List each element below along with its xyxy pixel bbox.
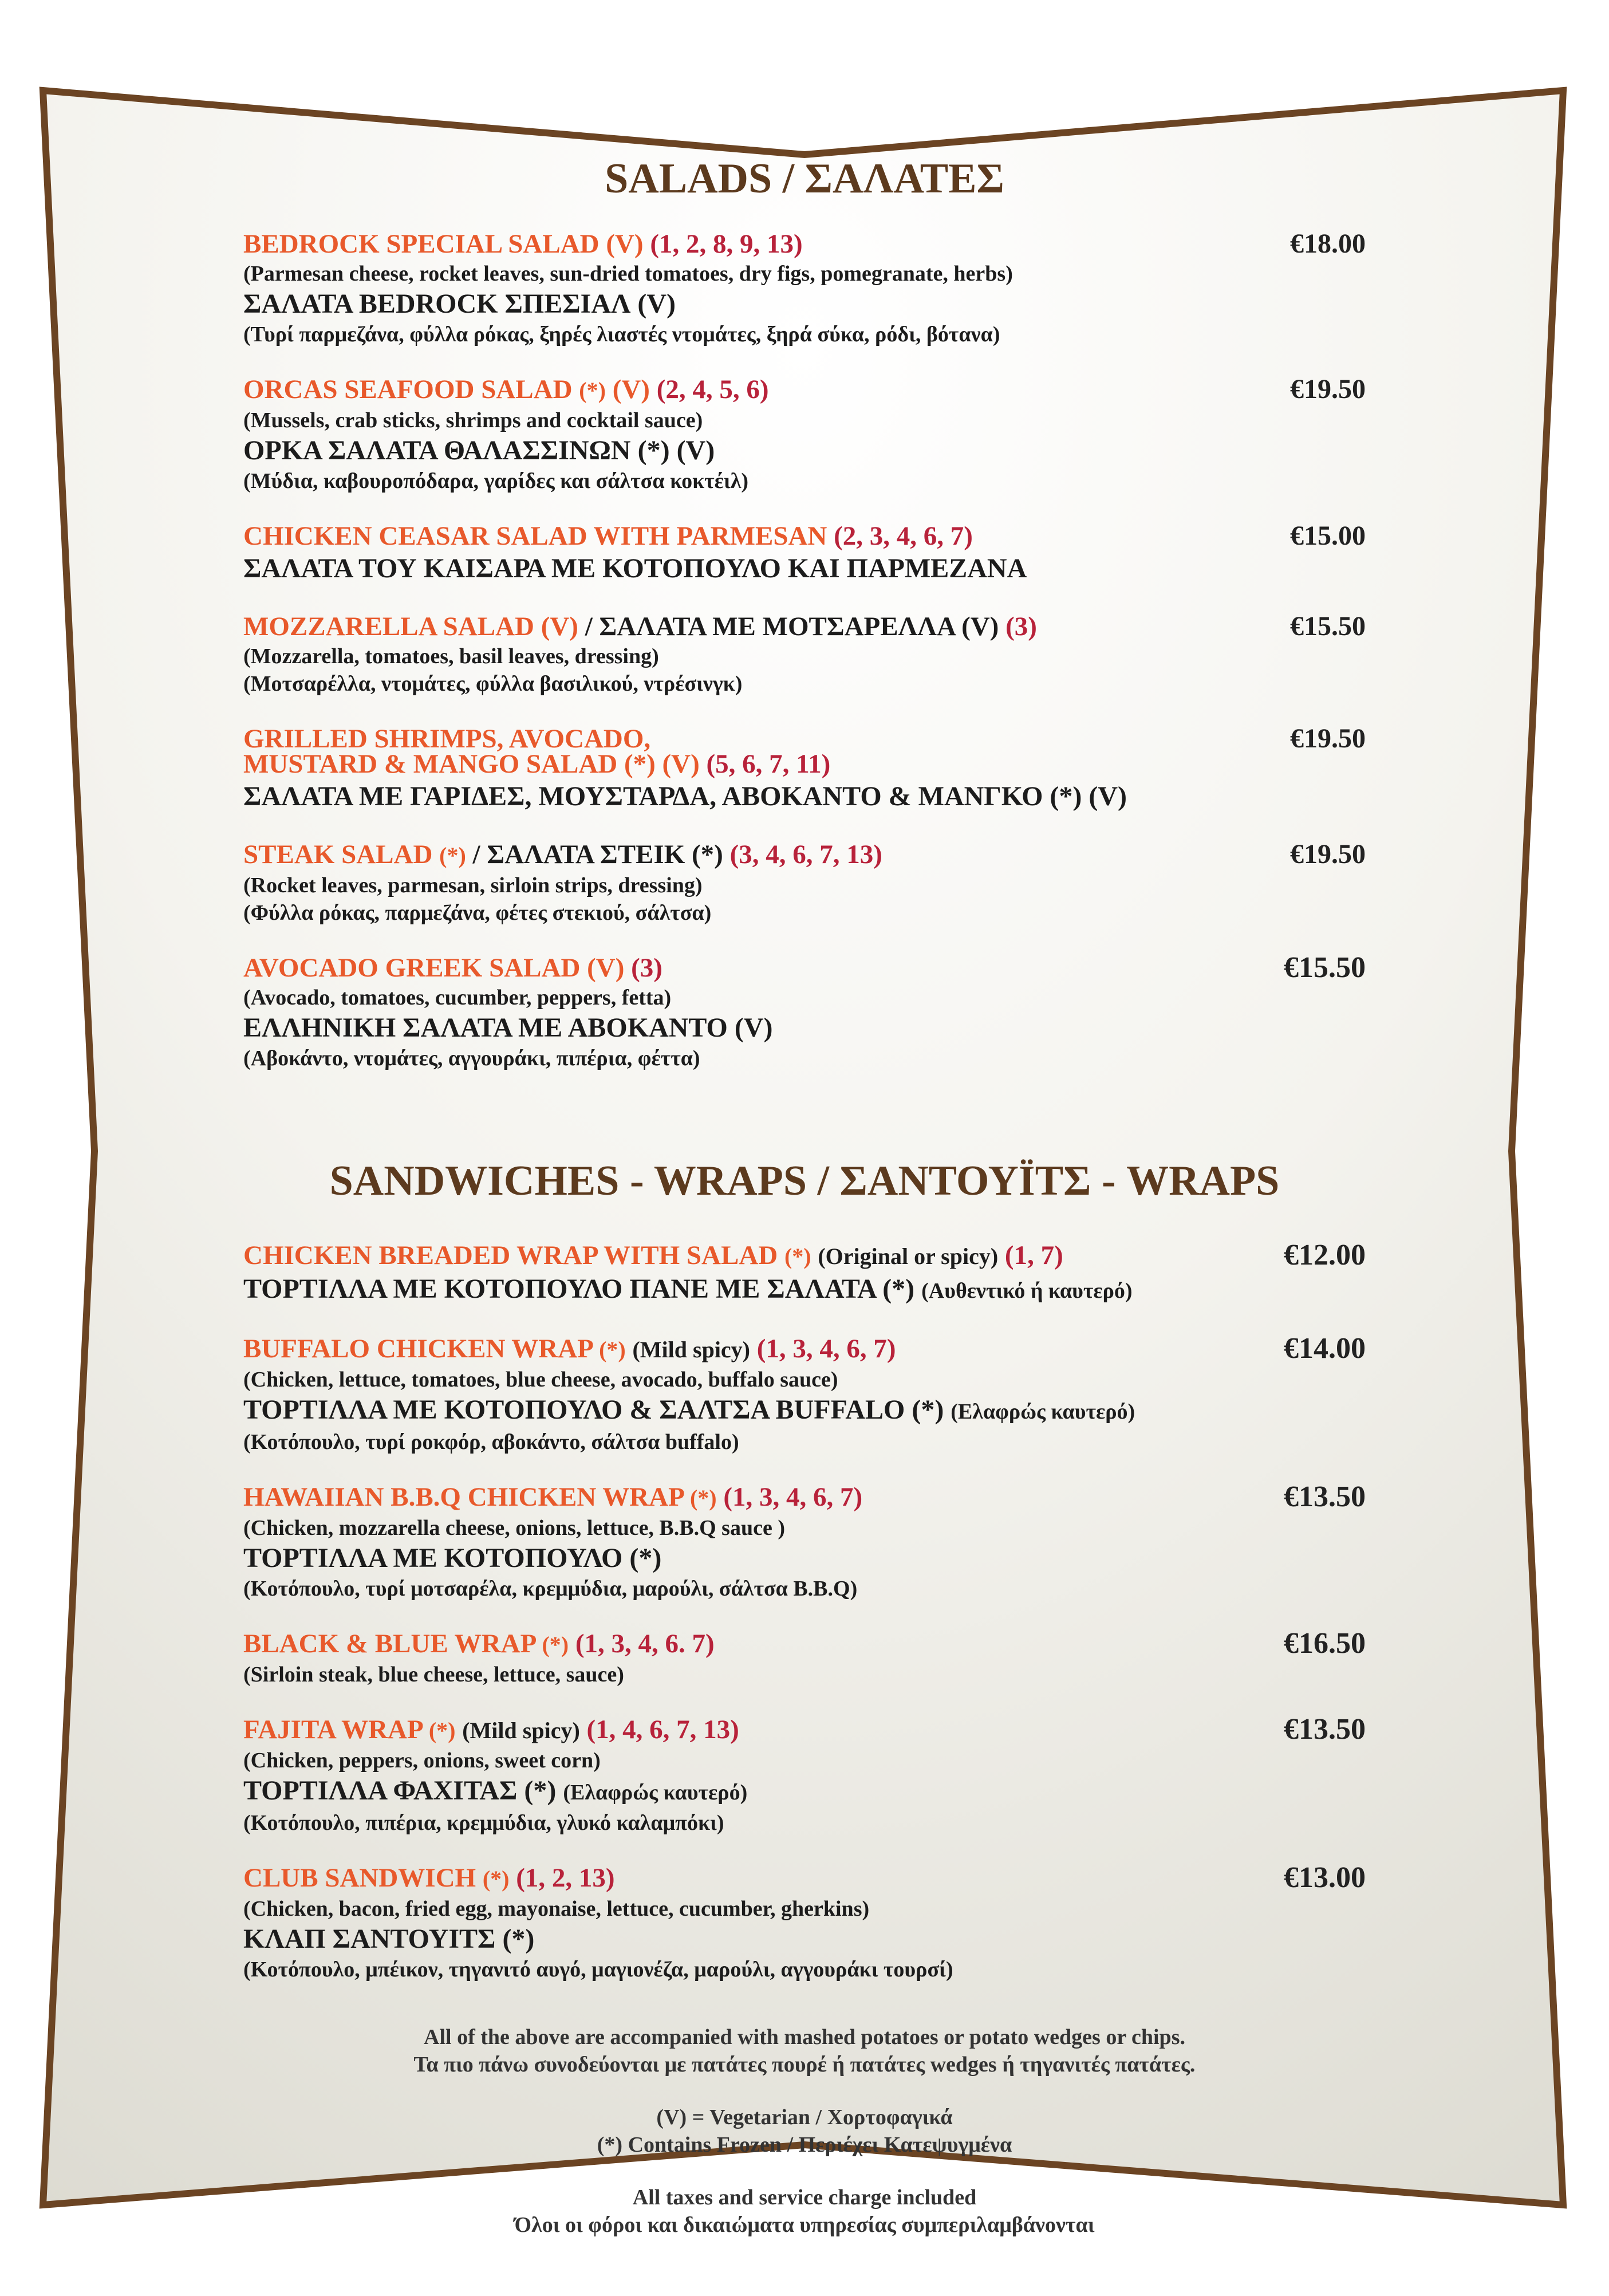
vegetarian-legend: (V) = Vegetarian / Χορτοφαγικά bbox=[656, 2105, 953, 2129]
menu-item-caesar-salad bbox=[243, 520, 1366, 585]
taxes-note-en: All taxes and service charge included bbox=[632, 2185, 977, 2210]
veg-mark: (V) bbox=[612, 375, 650, 404]
item-allergens: (1, 7) bbox=[1004, 1240, 1063, 1270]
item-description-en: (Parmesan cheese, rocket leaves, sun-dried tomatoes, dry figs, pomegranate, herbs) bbox=[243, 262, 1013, 286]
name-separator: / bbox=[466, 840, 487, 869]
item-description-en: (Chicken, lettuce, tomatoes, blue cheese, avocado, buffalo sauce) bbox=[243, 1368, 838, 1392]
item-description-en: (Mussels, crab sticks, shrimps and cocktail sauce) bbox=[243, 408, 703, 432]
item-price: €15.00 bbox=[1290, 521, 1366, 551]
item-price: €15.50 bbox=[1290, 611, 1366, 641]
item-note-greek: (Ελαφρώς καυτερό) bbox=[563, 1781, 748, 1805]
item-allergens: (3) bbox=[631, 953, 662, 983]
item-note-greek: (Ελαφρώς καυτερό) bbox=[951, 1400, 1135, 1424]
item-name-greek: ΣΑΛΑΤΑ ΣΤΕΙΚ (*) bbox=[487, 840, 723, 869]
item-allergens: (3, 4, 6, 7, 13) bbox=[729, 840, 882, 869]
item-name: STEAK SALAD bbox=[243, 840, 433, 869]
item-name: BUFFALO CHICKEN WRAP bbox=[243, 1334, 593, 1364]
item-allergens: (5, 6, 7, 11) bbox=[706, 749, 831, 779]
menu-item-mozzarella-salad bbox=[243, 611, 1366, 698]
menu-item-bedrock-salad bbox=[243, 228, 1366, 348]
item-name-greek: ΟΡΚΑ ΣΑΛΑΤΑ ΘΑΛΑΣΣΙΝΩΝ (*) (V) bbox=[243, 435, 715, 466]
item-price: €14.00 bbox=[1284, 1332, 1366, 1365]
item-name: HAWAIIAN B.B.Q CHICKEN WRAP bbox=[243, 1482, 684, 1512]
item-allergens: (2, 3, 4, 6, 7) bbox=[834, 521, 973, 551]
item-name-greek: ΤΟΡΤΙΛΛΑ ΜΕ ΚΟΤΟΠΟΥΛΟ & ΣΑΛΤΣΑ BUFFALO (*) bbox=[243, 1395, 944, 1425]
item-name-greek: ΣΑΛΑΤΑ ΜΕ ΜΟΤΣΑΡΕΛΛΑ (V) bbox=[599, 612, 999, 641]
item-name-greek: ΤΟΡΤΙΛΛΑ ΜΕ ΚΟΤΟΠΟΥΛΟ ΠΑΝΕ ΜΕ ΣΑΛΑΤΑ (*) bbox=[243, 1274, 915, 1304]
item-name: MOZZARELLA SALAD (V) bbox=[243, 612, 578, 641]
frozen-legend: (*) Contains Frozen / Περιέχει Κατεψυγμένα bbox=[597, 2133, 1012, 2157]
frozen-mark: (*) bbox=[428, 1718, 456, 1743]
item-name: BLACK & BLUE WRAP bbox=[243, 1629, 535, 1659]
accompaniment-note-en: All of the above are accompanied with mashed potatoes or potato wedges or chips. bbox=[424, 2025, 1185, 2049]
item-allergens: (1, 2, 8, 9, 13) bbox=[650, 229, 803, 259]
menu-item-shrimp-salad bbox=[243, 723, 1366, 813]
name-separator: / bbox=[578, 612, 600, 641]
item-name-line1: GRILLED SHRIMPS, AVOCADO, bbox=[243, 724, 651, 754]
item-name-greek: ΤΟΡΤΙΛΛΑ ΦΑΧΙΤΑΣ (*) bbox=[243, 1775, 557, 1806]
item-description-en: (Chicken, bacon, fried egg, mayonaise, lettuce, cucumber, gherkins) bbox=[243, 1897, 870, 1921]
frozen-mark: (*) bbox=[784, 1243, 811, 1269]
item-price: €13.00 bbox=[1284, 1861, 1366, 1894]
frozen-mark: (*) bbox=[689, 1485, 717, 1511]
item-price: €18.00 bbox=[1290, 229, 1366, 259]
item-price: €12.00 bbox=[1284, 1239, 1366, 1271]
item-name-greek: ΕΛΛΗΝΙΚΗ ΣΑΛΑΤΑ ΜΕ ΑΒΟΚΑΝΤΟ (V) bbox=[243, 1013, 773, 1043]
menu-item-chicken-breaded-wrap bbox=[243, 1239, 1366, 1308]
item-allergens: (1, 3, 4, 6, 7) bbox=[723, 1482, 863, 1512]
item-description-en: (Avocado, tomatoes, cucumber, peppers, fetta) bbox=[243, 986, 672, 1010]
item-description-en: (Chicken, mozzarella cheese, onions, lettuce, B.B.Q sauce ) bbox=[243, 1516, 785, 1540]
menu-item-club-sandwich bbox=[243, 1862, 1366, 1983]
item-description-gr: (Τυρί παρμεζάνα, φύλλα ρόκας, ξηρές λιαστές ντομάτες, ξηρά σύκα, ρόδι, βότανα) bbox=[243, 322, 1000, 346]
item-description-gr: (Φύλλα ρόκας, παρμεζάνα, φέτες στεκιού, σάλτσα) bbox=[243, 901, 712, 925]
item-price: €15.50 bbox=[1284, 951, 1366, 984]
menu-item-orcas-salad bbox=[243, 373, 1366, 495]
accompaniment-note-gr: Τα πιο πάνω συνοδεύονται με πατάτες πουρέ ή πατάτες wedges ή τηγανιτές πατάτες. bbox=[413, 2053, 1196, 2077]
salads-title: SALADS / ΣΑΛΑΤΕΣ bbox=[605, 155, 1004, 202]
menu-item-steak-salad bbox=[243, 838, 1366, 927]
item-allergens: (1, 3, 4, 6, 7) bbox=[756, 1334, 896, 1364]
item-allergens: (1, 3, 4, 6. 7) bbox=[575, 1629, 715, 1659]
item-description-gr: (Μύδια, καβουροπόδαρα, γαρίδες και σάλτσα κοκτέιλ) bbox=[243, 469, 749, 493]
item-description-en: (Rocket leaves, parmesan, sirloin strips, dressing) bbox=[243, 873, 703, 897]
frozen-mark: (*) bbox=[542, 1632, 569, 1657]
menu-footer bbox=[243, 2023, 1366, 2239]
sandwiches-title: SANDWICHES - WRAPS / ΣΑΝΤΟΥΪΤΣ - WRAPS bbox=[329, 1157, 1280, 1204]
item-allergens: (3) bbox=[1005, 612, 1037, 641]
item-name: BEDROCK SPECIAL SALAD (V) bbox=[243, 229, 644, 259]
item-name-greek: ΤΟΡΤΙΛΛΑ ΜΕ ΚΟΤΟΠΟΥΛΟ (*) bbox=[243, 1543, 662, 1573]
item-description-en: (Sirloin steak, blue cheese, lettuce, sauce) bbox=[243, 1663, 624, 1687]
item-description-gr: (Κοτόπουλο, μπέικον, τηγανιτό αυγό, μαγιονέζα, μαρούλι, αγγουράκι τουρσί) bbox=[243, 1958, 953, 1982]
item-allergens: (1, 2, 13) bbox=[516, 1863, 615, 1893]
item-description-en: (Chicken, peppers, onions, sweet corn) bbox=[243, 1748, 601, 1773]
item-note: (Mild spicy) bbox=[462, 1718, 580, 1743]
item-name-greek: ΣΑΛΑΤΑ BEDROCK ΣΠΕΣΙΑΛ (V) bbox=[243, 289, 676, 319]
item-description-gr: (Κοτόπουλο, τυρί ροκφόρ, αβοκάντο, σάλτσα buffalo) bbox=[243, 1430, 739, 1454]
item-price: €19.50 bbox=[1290, 839, 1366, 869]
item-description-gr: (Κοτόπουλο, πιπέρια, κρεμμύδια, γλυκό καλαμπόκι) bbox=[243, 1811, 724, 1835]
taxes-note-gr: Όλοι οι φόροι και δικαιώματα υπηρεσίας συμπεριλαμβάνονται bbox=[514, 2213, 1095, 2237]
item-note-greek: (Αυθεντικό ή καυτερό) bbox=[921, 1279, 1133, 1303]
frozen-mark: (*) bbox=[439, 842, 466, 868]
item-name-greek: ΚΛΑΠ ΣΑΝΤΟΥΙΤΣ (*) bbox=[243, 1924, 535, 1954]
item-name: CHICKEN BREADED WRAP WITH SALAD bbox=[243, 1240, 778, 1270]
item-price: €19.50 bbox=[1290, 723, 1366, 754]
item-allergens: (2, 4, 5, 6) bbox=[656, 375, 769, 404]
frozen-mark: (*) bbox=[482, 1866, 510, 1892]
item-price: €16.50 bbox=[1284, 1627, 1366, 1660]
menu-content bbox=[243, 155, 1366, 2239]
item-price: €19.50 bbox=[1290, 374, 1366, 404]
menu-item-black-blue-wrap bbox=[243, 1628, 1366, 1688]
menu-item-fajita-wrap bbox=[243, 1714, 1366, 1837]
item-description-gr: (Κοτόπουλο, τυρί μοτσαρέλα, κρεμμύδια, μαρούλι, σάλτσα B.B.Q) bbox=[243, 1577, 858, 1601]
menu-item-buffalo-wrap bbox=[243, 1333, 1366, 1456]
menu-item-avocado-greek-salad bbox=[243, 952, 1366, 1072]
item-name-line2: MUSTARD & MANGO SALAD (*) (V) bbox=[243, 749, 700, 779]
item-note: (Original or spicy) bbox=[818, 1243, 999, 1269]
item-price: €13.50 bbox=[1284, 1713, 1366, 1746]
item-note: (Mild spicy) bbox=[632, 1337, 750, 1362]
item-name: AVOCADO GREEK SALAD (V) bbox=[243, 953, 625, 983]
item-description-en: (Mozzarella, tomatoes, basil leaves, dressing) bbox=[243, 644, 659, 668]
item-allergens: (1, 4, 6, 7, 13) bbox=[586, 1715, 739, 1744]
menu-item-hawaiian-wrap bbox=[243, 1481, 1366, 1602]
item-name: CHICKEN CEASAR SALAD WITH PARMESAN bbox=[243, 521, 827, 551]
item-description-gr: (Αβοκάντο, ντομάτες, αγγουράκι, πιπέρια, φέττα) bbox=[243, 1046, 700, 1070]
frozen-mark: (*) bbox=[599, 1337, 626, 1362]
item-name-greek: ΣΑΛΑΤΑ ΤΟΥ ΚΑΙΣΑΡΑ ΜΕ ΚΟΤΟΠΟΥΛΟ ΚΑΙ ΠΑΡΜΕΖΑΝΑ bbox=[243, 553, 1027, 584]
item-name: ORCAS SEAFOOD SALAD bbox=[243, 375, 573, 404]
item-name: CLUB SANDWICH bbox=[243, 1863, 476, 1893]
item-name: FAJITA WRAP bbox=[243, 1715, 423, 1744]
frozen-mark: (*) bbox=[579, 377, 606, 403]
item-price: €13.50 bbox=[1284, 1480, 1366, 1513]
item-description-gr: (Μοτσαρέλλα, ντομάτες, φύλλα βασιλικού, ντρέσινγκ) bbox=[243, 672, 743, 696]
item-name-greek: ΣΑΛΑΤΑ ΜΕ ΓΑΡΙΔΕΣ, ΜΟΥΣΤΑΡΔΑ, ΑΒΟΚΑΝΤΟ & ΜΑΝΓΚΟ (*) (V) bbox=[243, 781, 1127, 812]
